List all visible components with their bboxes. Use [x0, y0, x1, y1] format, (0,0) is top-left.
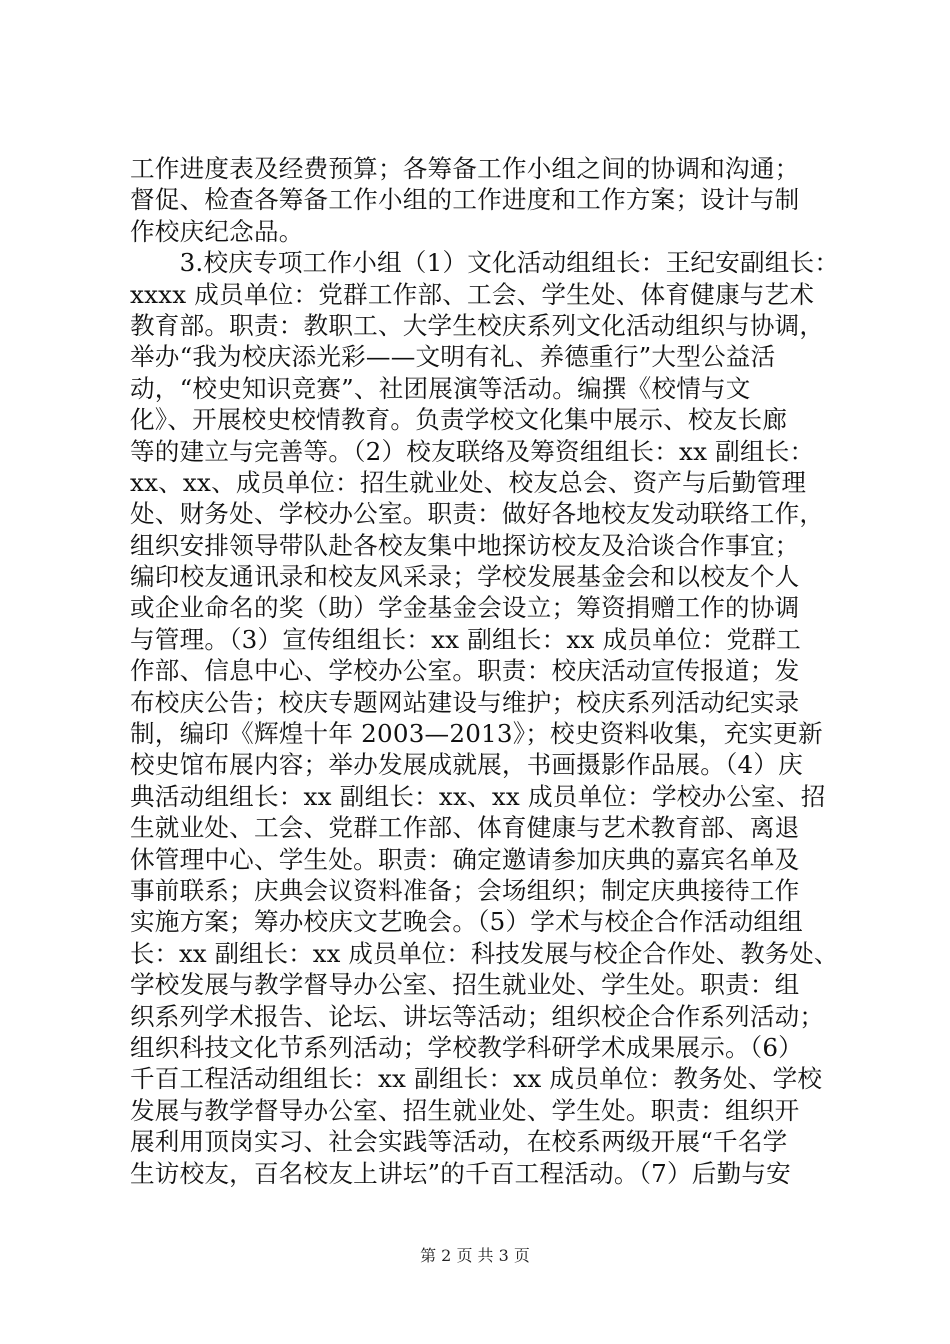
- text-line: 千百工程活动组组长：xx 副组长：xx 成员单位：教务处、学校: [130, 1064, 823, 1094]
- text-line: 展利用顶岗实习、社会实践等活动，在校系两级开展“千名学: [130, 1127, 788, 1157]
- text-line: 举办“我为校庆添光彩——文明有礼、养德重行”大型公益活: [130, 342, 776, 372]
- text-line: 发展与教学督导办公室、招生就业处、学生处。职责：组织开: [130, 1095, 800, 1125]
- text-line: 休管理中心、学生处。职责：确定邀请参加庆典的嘉宾名单及: [130, 844, 800, 874]
- text-line: 3.校庆专项工作小组（1）文化活动组组长：王纪安副组长：: [130, 248, 840, 278]
- text-line: 典活动组组长：xx 副组长：xx、xx 成员单位：学校办公室、招: [130, 781, 826, 811]
- text-line: xx、xx、成员单位：招生就业处、校友总会、资产与后勤管理: [130, 467, 807, 497]
- text-line: 组织科技文化节系列活动；学校教学科研学术成果展示。（6）: [130, 1032, 803, 1062]
- text-line: 事前联系；庆典会议资料准备；会场组织；制定庆典接待工作: [130, 875, 800, 905]
- text-line: 督促、检查各筹备工作小组的工作进度和工作方案；设计与制: [130, 185, 800, 215]
- text-line: 长：xx 副组长：xx 成员单位：科技发展与校企合作处、教务处、: [130, 938, 839, 968]
- text-line: 生访校友，百名校友上讲坛”的千百工程活动。（7）后勤与安: [130, 1158, 791, 1188]
- text-line: 或企业命名的奖（助）学金基金会设立；筹资捐赠工作的协调: [130, 593, 800, 623]
- text-line: 工作进度表及经费预算；各筹备工作小组之间的协调和沟通；: [130, 154, 800, 183]
- text-line: 等的建立与完善等。（2）校友联络及筹资组组长：xx 副组长：: [130, 436, 815, 466]
- text-line: 制，编印《辉煌十年 2003—2013》；校史资料收集，充实更新: [130, 719, 823, 749]
- text-line: 校史馆布展内容；举办发展成就展，书画摄影作品展。（4）庆: [130, 750, 803, 780]
- text-line: 编印校友通讯录和校友风采录；学校发展基金会和以校友个人: [130, 562, 800, 592]
- text-line: 作部、信息中心、学校办公室。职责：校庆活动宣传报道；发: [130, 656, 800, 686]
- text-line: 作校庆纪念品。: [130, 216, 304, 246]
- text-line: 织系列学术报告、论坛、讲坛等活动；组织校企合作系列活动；: [130, 1001, 825, 1031]
- text-line: 处、财务处、学校办公室。职责：做好各地校友发动联络工作，: [130, 499, 825, 529]
- text-line: 实施方案；筹办校庆文艺晚会。（5）学术与校企合作活动组组: [130, 907, 803, 937]
- text-line: 布校庆公告；校庆专题网站建设与维护；校庆系列活动纪实录: [130, 687, 800, 717]
- text-line: 化》、开展校史校情教育。负责学校文化集中展示、校友长廊: [130, 405, 788, 435]
- body-text: [130, 153, 842, 1189]
- text-line: 动，“校史知识竞赛”、社团展演等活动。编撰《校情与文: [130, 373, 751, 403]
- text-line: 教育部。职责：教职工、大学生校庆系列文化活动组织与协调，: [130, 310, 825, 340]
- page-footer: 第 2 页 共 3 页: [420, 1246, 530, 1265]
- text-line: xxxx 成员单位：党群工作部、工会、学生处、体育健康与艺术: [130, 279, 815, 309]
- text-line: 与管理。（3）宣传组组长：xx 副组长：xx 成员单位：党群工: [130, 624, 801, 654]
- text-line: 学校发展与教学督导办公室、招生就业处、学生处。职责：组: [130, 970, 800, 1000]
- text-line: 组织安排领导带队赴各校友集中地探访校友及洽谈合作事宜；: [130, 530, 800, 560]
- text-line: 生就业处、工会、党群工作部、体育健康与艺术教育部、离退: [130, 813, 800, 843]
